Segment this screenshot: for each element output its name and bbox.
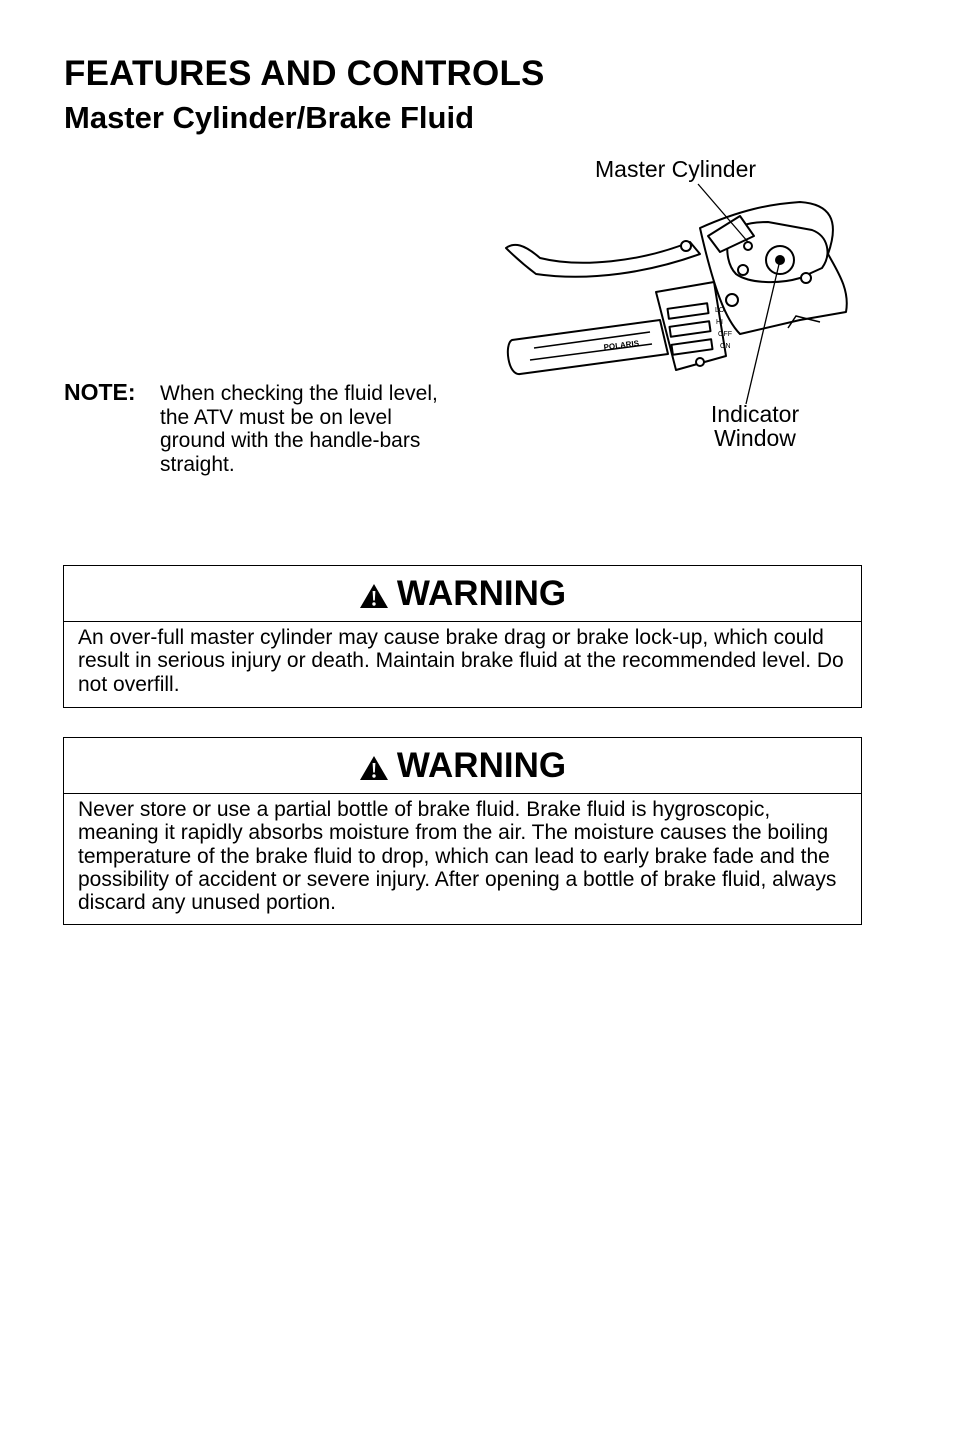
- warning-header: [64, 738, 861, 794]
- grip-brand: POLARIS: [603, 338, 640, 352]
- handlebar-grip: [508, 320, 668, 374]
- warning-box-overfill: [63, 565, 862, 708]
- switch-label-hi: HI: [716, 319, 723, 326]
- master-cylinder-illustration: [500, 150, 860, 460]
- indicator-window-callout: Indicator Window: [710, 401, 800, 451]
- warning-text: Never store or use a partial bottle of brake fluid. Brake fluid is hygroscopic, meaning it rapidly absorbs moisture from the air. The moisture causes the boiling temperature of the brake fluid to drop, which can lead to early brake fade and the possibility of accident or severe injury. After opening a bottle of brake fluid, always discard any unused portion.: [78, 798, 837, 915]
- switch-label-on: ON: [720, 343, 731, 350]
- switch-label-lo: LO: [715, 307, 725, 314]
- note-label: NOTE:: [64, 379, 136, 405]
- note-text: When checking the fluid level, the ATV must be on level ground with the handle-bars straight.: [160, 382, 438, 476]
- page-subtitle: Master Cylinder/Brake Fluid: [64, 100, 475, 135]
- switch-label-off: OFF: [718, 331, 732, 338]
- warning-text: An over-full master cylinder may cause brake drag or brake lock-up, which could result in serious injury or death. Maintain brake fluid at the recommended level. Do not overfill.: [78, 626, 844, 696]
- warning-triangle-icon: [359, 755, 389, 781]
- warning-header: [64, 566, 861, 622]
- warning-title: WARNING: [396, 745, 567, 785]
- warning-title: WARNING: [396, 573, 567, 613]
- warning-box-brake-fluid: [63, 737, 862, 925]
- section-title: FEATURES AND CONTROLS: [64, 54, 545, 93]
- brake-lever: [506, 242, 700, 277]
- master-cylinder-callout: Master Cylinder: [595, 156, 757, 182]
- warning-triangle-icon: [359, 583, 389, 609]
